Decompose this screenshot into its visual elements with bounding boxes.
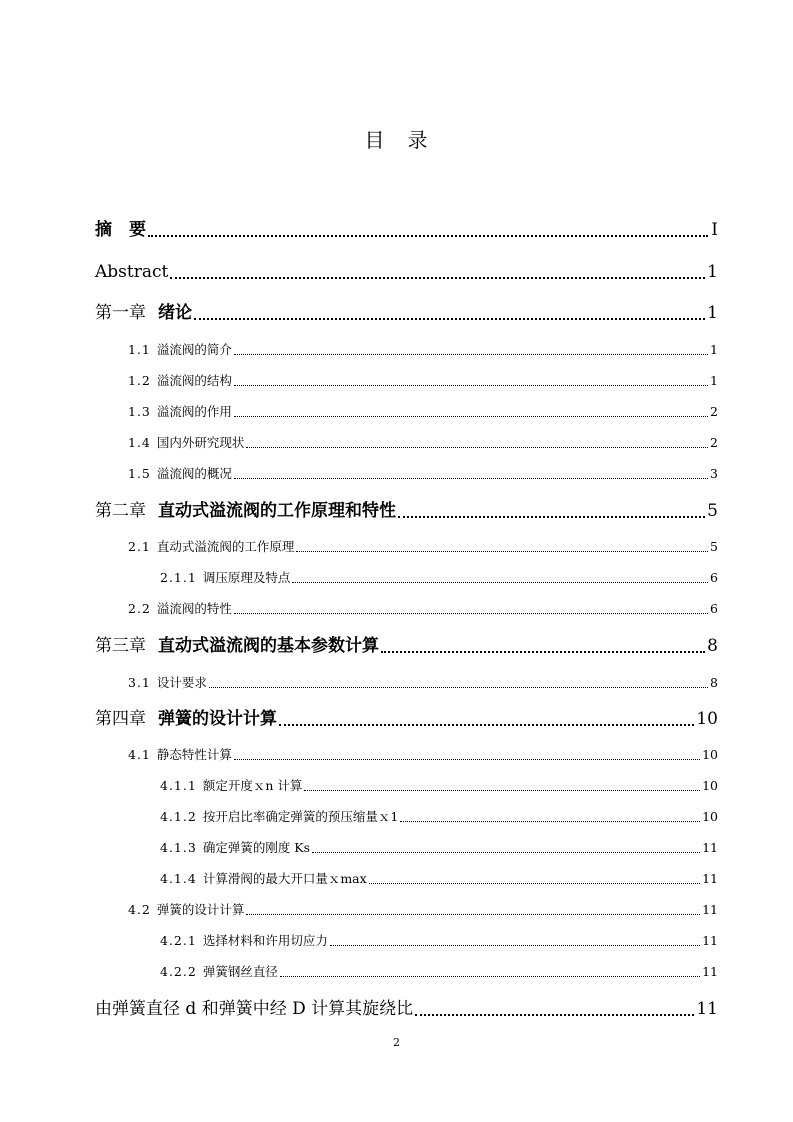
toc-entry-number: 4.1 [128,747,151,762]
toc-entry-abstract-cn[interactable] [95,217,718,243]
toc-entry-number: 2.2 [128,601,151,616]
toc-entry-section-1-5[interactable] [128,464,718,484]
toc-entry-section-2-1[interactable] [128,537,718,557]
toc-entry-label: 直动式溢流阀的工作原理 [156,539,295,554]
toc-entry-chapter-2[interactable] [95,498,718,524]
toc-entry-chapter: 第四章 [95,709,146,729]
dot-leader [279,706,694,732]
toc-entry-label: 调压原理及特点 [202,570,291,585]
toc-entry-page: 11 [702,871,718,886]
toc-entry-page: 10 [702,809,718,824]
toc-entry-label: 溢流阀的概况 [156,466,232,481]
toc-entry-page: I [711,220,718,240]
toc-entry-page: 11 [702,902,718,917]
toc-entry-section-4-2-1[interactable] [160,931,718,951]
toc-entry-page: 11 [696,999,718,1019]
toc-entry-abstract-en[interactable] [95,259,718,285]
toc-entry-label: 弹簧的设计计算 [158,709,277,729]
dot-leader [280,962,700,982]
toc-entry-chapter: 第三章 [95,636,146,656]
toc-entry-page: 11 [702,840,718,855]
toc-entry-number: 4.2.2 [160,964,197,979]
toc-entry-page: 10 [696,709,718,729]
toc-entry-number: 1.2 [128,373,151,388]
dot-leader [400,807,700,827]
toc-entry-page: 10 [702,747,718,762]
toc-entry-label: 溢流阀的简介 [156,342,232,357]
toc-entry-section-4-2[interactable] [128,900,718,920]
toc-entry-label: 设计要求 [156,675,207,690]
toc-entry-section-4-1-1[interactable] [160,776,718,796]
dot-leader [330,931,700,951]
toc-entry-number: 3.1 [128,675,151,690]
toc-entry-section-3-1[interactable] [128,673,718,693]
toc-entry-section-2-1-1[interactable] [160,568,718,588]
dot-leader [312,838,700,858]
toc-entry-label: 弹簧钢丝直径 [202,964,278,979]
dot-leader [209,673,708,693]
toc-entry-page: 3 [710,466,718,481]
dot-leader [234,599,708,619]
toc-entry-page: 1 [710,373,718,388]
toc-entry-chapter-1[interactable] [95,300,718,326]
dot-leader [292,568,708,588]
toc-entry-page: 11 [702,933,718,948]
toc-entry-label: 静态特性计算 [156,747,232,762]
toc-entry-page: 10 [702,778,718,793]
toc-entry-section-4-1-3[interactable] [160,838,718,858]
toc-entry-spring-index[interactable] [95,996,718,1022]
toc-entry-page: 11 [702,964,718,979]
toc-entry-number: 1.5 [128,466,151,481]
toc-entry-section-4-2-2[interactable] [160,962,718,982]
dot-leader [304,776,700,796]
toc-entry-chapter: 第二章 [95,501,146,521]
toc-entry-chapter-4[interactable] [95,706,718,732]
toc-entry-page: 2 [710,435,718,450]
toc-entry-label: Abstract [95,262,169,282]
dot-leader [234,340,708,360]
dot-leader [234,464,708,484]
dot-leader [170,259,705,285]
dot-leader [246,433,708,453]
toc-entry-page: 6 [710,601,718,616]
dot-leader [296,537,708,557]
toc-entry-label: 直动式溢流阀的基本参数计算 [158,636,379,656]
toc-entry-label: 选择材料和许用切应力 [202,933,328,948]
toc-entry-label: 溢流阀的结构 [156,373,232,388]
toc-entry-label: 溢流阀的特性 [156,601,232,616]
toc-entry-page: 5 [710,539,718,554]
dot-leader [234,371,708,391]
dot-leader [246,900,700,920]
dot-leader [369,869,700,889]
toc-entry-section-1-3[interactable] [128,402,718,422]
dot-leader [381,633,705,659]
toc-entry-page: 5 [707,501,718,521]
toc-entry-number: 2.1 [128,539,151,554]
dot-leader [398,498,705,524]
title-char-2: 录 [407,128,429,152]
dot-leader [415,996,694,1022]
toc-entry-number: 4.2 [128,902,151,917]
toc-entry-number: 1.4 [128,435,151,450]
toc-entry-section-2-2[interactable] [128,599,718,619]
toc-entry-section-1-4[interactable] [128,433,718,453]
toc-entry-label: 国内外研究现状 [156,435,245,450]
toc-entry-page: 2 [710,404,718,419]
toc-entry-section-4-1[interactable] [128,745,718,765]
page-number: 2 [393,1036,400,1049]
toc-entry-page: 8 [707,636,718,656]
toc-entry-number: 1.1 [128,342,151,357]
toc-entry-label: 溢流阀的作用 [156,404,232,419]
toc-entry-chapter: 第一章 [95,303,146,323]
toc-entry-page: 8 [710,675,718,690]
toc-entry-page: 1 [707,303,718,323]
toc-entry-page: 6 [710,570,718,585]
toc-entry-label: 按开启比率确定弹簧的预压缩量ｘ1 [202,809,399,824]
toc-entry-section-1-2[interactable] [128,371,718,391]
toc-entry-section-4-1-4[interactable] [160,869,718,889]
dot-leader [148,217,708,243]
toc-entry-number: 1.3 [128,404,151,419]
dot-leader [194,300,705,326]
toc-entry-chapter-3[interactable] [95,633,718,659]
dot-leader [234,745,700,765]
toc-entry-page: 1 [707,262,718,282]
toc-entry-label: 摘 要 [95,220,146,240]
toc-entry-label: 额定开度ｘn 计算 [202,778,303,793]
toc-entry-section-4-1-2[interactable] [160,807,718,827]
toc-entry-number: 4.2.1 [160,933,197,948]
toc-entry-page: 1 [710,342,718,357]
dot-leader [234,402,708,422]
toc-entry-label: 计算滑阀的最大开口量ｘmax [202,871,367,886]
toc-entry-number: 4.1.1 [160,778,197,793]
toc-entry-number: 4.1.3 [160,840,197,855]
toc-entry-label: 绪论 [158,303,192,323]
toc-entry-section-1-1[interactable] [128,340,718,360]
toc-entry-label: 弹簧的设计计算 [156,902,245,917]
toc-entry-label: 直动式溢流阀的工作原理和特性 [158,501,396,521]
title-char-1: 目 [364,128,386,152]
toc-entry-number: 4.1.2 [160,809,197,824]
toc-entry-number: 2.1.1 [160,570,197,585]
toc-entry-number: 4.1.4 [160,871,197,886]
toc-entry-label: 确定弹簧的刚度 Ks [202,840,311,855]
toc-entry-label: 由弹簧直径 d 和弹簧中经 D 计算其旋绕比 [95,999,414,1019]
